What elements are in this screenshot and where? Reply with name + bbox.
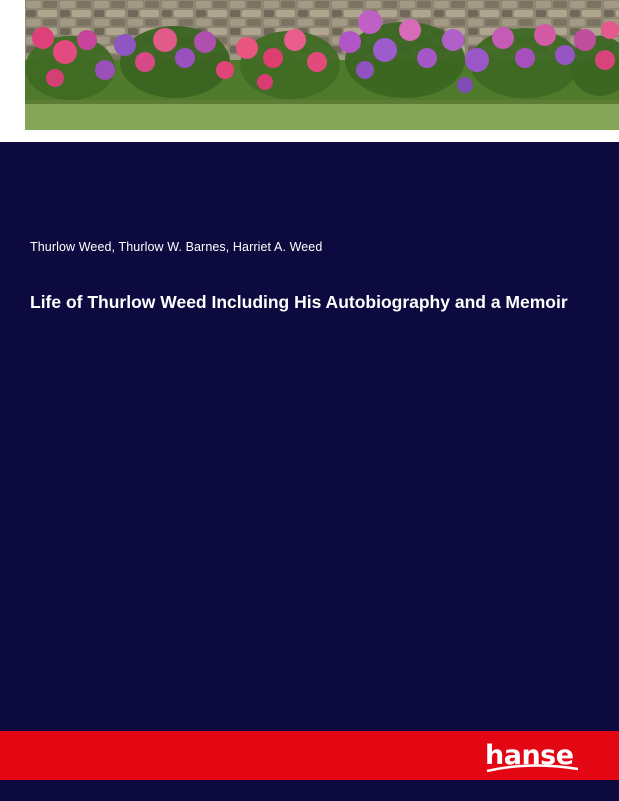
logo-swoosh-icon <box>485 763 580 775</box>
book-authors: Thurlow Weed, Thurlow W. Barnes, Harriet A. Weed <box>30 240 323 254</box>
book-title: Life of Thurlow Weed Including His Autobiography and a Memoir <box>30 292 568 312</box>
publisher-logo <box>485 740 605 776</box>
cover-photo-hydrangeas <box>25 0 619 130</box>
cover-top-band <box>0 0 619 142</box>
publisher-logo-text: hanse <box>485 740 574 771</box>
